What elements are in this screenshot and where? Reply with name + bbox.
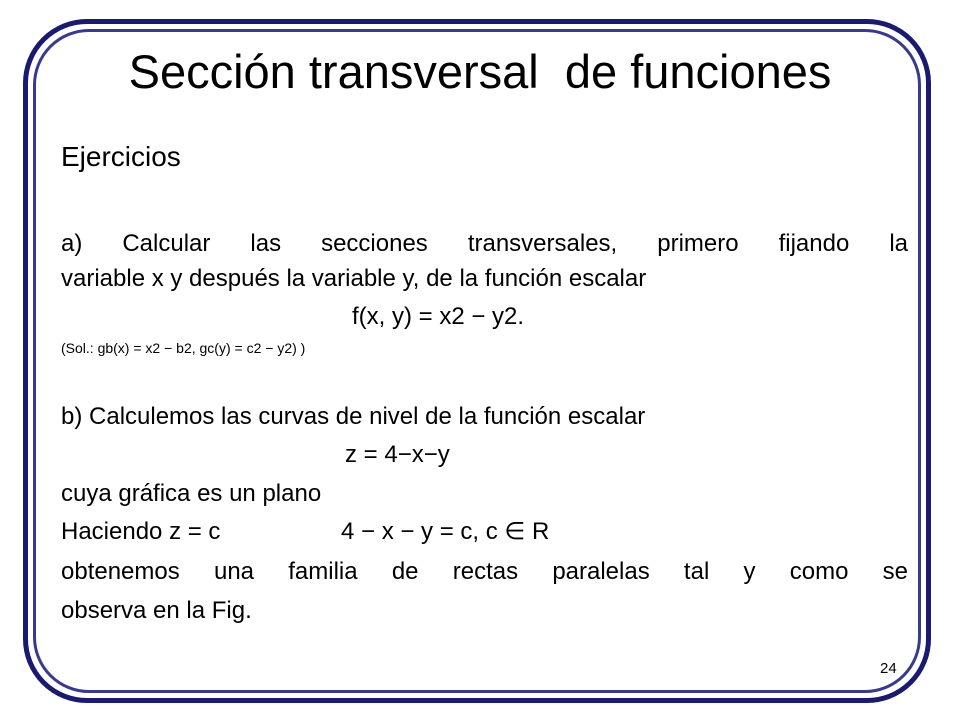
part-a-solution: (Sol.: gb(x) = x2 − b2, gc(y) = c2 − y2) ) [61,340,306,356]
part-b-line-3-right: 4 − x − y = c, c ∈ R [341,518,550,545]
part-b-line-4: obtenemos una familia de rectas paralelas tal y como se [61,558,908,585]
slide-title: Sección transversal de funciones [128,45,832,98]
slide-border-inner [33,29,921,693]
section-heading: Ejercicios [61,141,181,172]
part-b-line-1: b) Calculemos las curvas de nivel de la función escalar [61,403,646,430]
part-b-formula: z = 4−x−y [345,441,450,468]
part-a-line-1: a) Calcular las secciones transversales, primero fijando la [61,230,908,257]
part-b-line-2: cuya gráfica es un plano [61,480,322,507]
part-a-line-2: variable x y después la variable y, de la función escalar [61,265,647,292]
part-a-formula: f(x, y) = x2 − y2. [352,303,525,330]
part-b-line-3-left: Haciendo z = c [61,518,221,545]
page-number: 24 [880,660,897,677]
part-b-line-5: observa en la Fig. [61,597,252,624]
